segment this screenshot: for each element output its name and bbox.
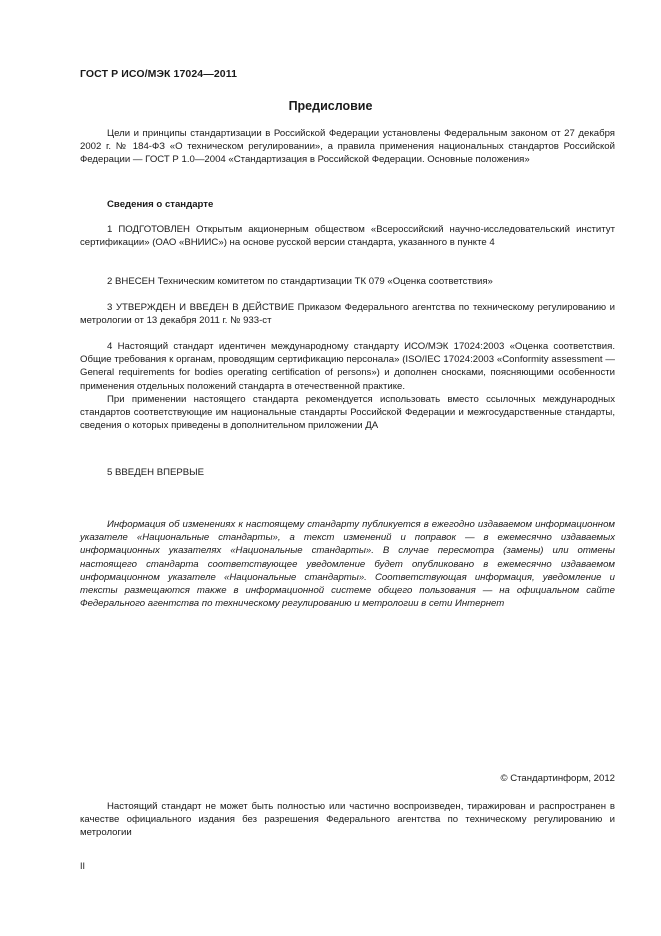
- standard-header: ГОСТ Р ИСО/МЭК 17024—2011: [80, 68, 238, 80]
- item-3: 3 УТВЕРЖДЕН И ВВЕДЕН В ДЕЙСТВИЕ Приказом Федерального агентства по техническому регулированию и метрологии от 13 декабря 2011 г. № 933-ст: [80, 302, 615, 327]
- section-title: Сведения о стандарте: [107, 199, 214, 210]
- reproduction-notice: Настоящий стандарт не может быть полностью или частично воспроизведен, тиражирован и распространен в качестве официального издания без разрешения Федерального агентства по техническому регулированию и метрологии: [80, 801, 615, 839]
- page-number: II: [80, 861, 86, 871]
- item-1: 1 ПОДГОТОВЛЕН Открытым акционерным обществом «Всероссийский научно-исследовательский институт сертификации» (ОАО «ВНИИС») на основе русской версии стандарта, указанного в пункте 4: [80, 224, 615, 249]
- item-4: 4 Настоящий стандарт идентичен международному стандарту ИСО/МЭК 17024:2003 «Оценка соответствия. Общие требования к органам, проводящим сертификацию персонала» (ISO/IEC 17024:2003 «Conformity assessment — General requirements for bodies operating certification of persons») и дополнен сносками, поясняющими особенности применения отдельных положений стандарта в отечественной практике.: [80, 341, 615, 392]
- copyright-line: © Стандартинформ, 2012: [500, 773, 615, 784]
- item-4-note: При применении настоящего стандарта рекомендуется использовать вместо ссылочных международных стандартов соответствующие им национальные стандарты Российской Федерации и межгосударственные стандарты, сведения о которых приведены в дополнительном приложении ДА: [80, 393, 615, 432]
- item-4-block: [80, 340, 615, 432]
- item-2: 2 ВНЕСЕН Техническим комитетом по стандартизации ТК 079 «Оценка соответствия»: [107, 276, 493, 287]
- intro-paragraph: Цели и принципы стандартизации в Российской Федерации установлены Федеральным законом от 27 декабря 2002 г. № 184-ФЗ «О техническом регулировании», а правила применения национальных стандартов Российской Федерации — ГОСТ Р 1.0—2004 «Стандартизация в Российской Федерации. Основные положения»: [80, 128, 615, 166]
- page-title: Предисловие: [288, 99, 373, 113]
- notice-paragraph: Информация об изменениях к настоящему стандарту публикуется в ежегодно издаваемом информационном указателе «Национальные стандарты», а текст изменений и поправок — в ежемесячно издаваемых информационных указателях «Национальные стандарты». В случае пересмотра (замены) или отмены настоящего стандарта соответствующее уведомление будет опубликовано в ежемесячно издаваемом информационном указателе «Национальные стандарты». Соответствующая информация, уведомление и тексты размещаются также в информационной системе общего пользования — на официальном сайте Федерального агентства по техническому регулированию и метрологии в сети Интернет: [80, 519, 615, 610]
- item-5: 5 ВВЕДЕН ВПЕРВЫЕ: [107, 467, 205, 478]
